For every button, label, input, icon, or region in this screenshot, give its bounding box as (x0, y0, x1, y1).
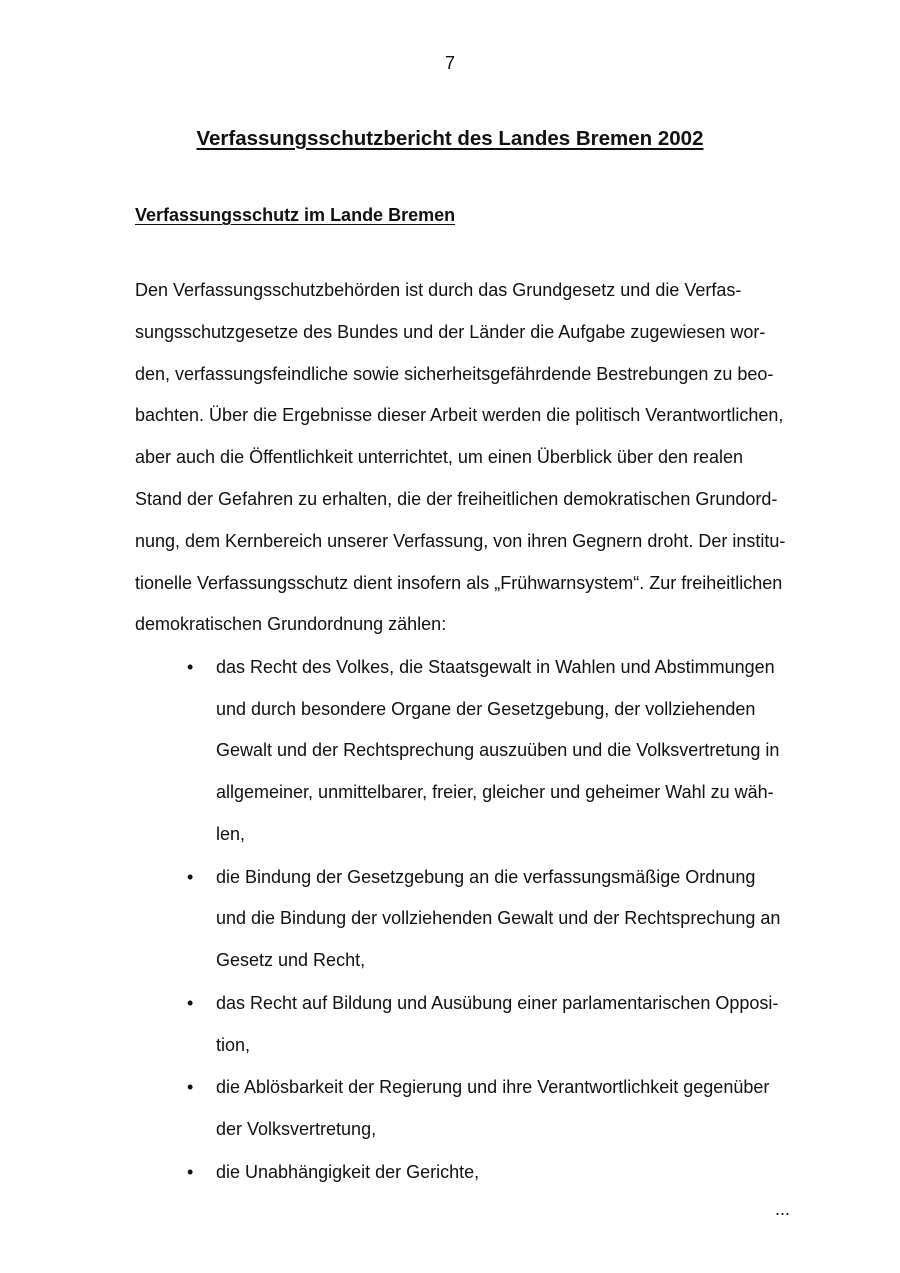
document-title: Verfassungsschutzbericht des Landes Bremen 2002 (196, 127, 704, 150)
bullet-item-line: und die Bindung der vollziehenden Gewalt und der Rechtsprechung an (216, 908, 781, 928)
bullet-marker: • (187, 993, 194, 1013)
bullet-marker: • (187, 1162, 194, 1182)
paragraph-line: tionelle Verfassungsschutz dient insofern als „Frühwarnsystem“. Zur freiheitlichen (135, 573, 783, 593)
bullet-item-line: die Ablösbarkeit der Regierung und ihre Verantwortlichkeit gegenüber (216, 1077, 770, 1097)
bullet-item-line: Gesetz und Recht, (216, 950, 366, 970)
bullet-item-line: das Recht auf Bildung und Ausübung einer parlamentarischen Opposi- (216, 993, 779, 1013)
bullet-item-line: der Volksvertretung, (216, 1119, 377, 1139)
paragraph-line: Stand der Gefahren zu erhalten, die der freiheitlichen demokratischen Grundord- (135, 489, 778, 509)
bullet-item-line: allgemeiner, unmittelbarer, freier, gleicher und geheimer Wahl zu wäh- (216, 782, 774, 802)
paragraph-line: demokratischen Grundordnung zählen: (135, 614, 447, 634)
bullet-item-line: die Bindung der Gesetzgebung an die verfassungsmäßige Ordnung (216, 867, 756, 887)
bullet-item-line: das Recht des Volkes, die Staatsgewalt in Wahlen und Abstimmungen (216, 657, 775, 677)
paragraph-line: Den Verfassungsschutzbehörden ist durch das Grundgesetz und die Verfas- (135, 280, 742, 300)
bullet-item-line: Gewalt und der Rechtsprechung auszuüben und die Volksvertretung in (216, 740, 780, 760)
paragraph-line: bachten. Über die Ergebnisse dieser Arbeit werden die politisch Verantwortlichen, (135, 405, 784, 425)
paragraph-line: nung, dem Kernbereich unserer Verfassung, von ihren Gegnern droht. Der institu- (135, 531, 786, 551)
paragraph-line: aber auch die Öffentlichkeit unterrichtet, um einen Überblick über den realen (135, 447, 744, 467)
bullet-marker: • (187, 657, 194, 677)
bullet-item-line: len, (216, 824, 246, 844)
paragraph-line: den, verfassungsfeindliche sowie sicherheitsgefährdende Bestrebungen zu beo- (135, 364, 774, 384)
paragraph-line: sungsschutzgesetze des Bundes und der Länder die Aufgabe zugewiesen wor- (135, 322, 766, 342)
bullet-marker: • (187, 867, 194, 887)
section-heading: Verfassungsschutz im Lande Bremen (135, 205, 456, 225)
bullet-marker: • (187, 1077, 194, 1097)
bullet-item-line: und durch besondere Organe der Gesetzgebung, der vollziehenden (216, 699, 756, 719)
page-number: 7 (444, 53, 455, 73)
bullet-item-line: tion, (216, 1035, 251, 1055)
continuation-mark: ... (775, 1199, 791, 1219)
bullet-item-line: die Unabhängigkeit der Gerichte, (216, 1162, 480, 1182)
